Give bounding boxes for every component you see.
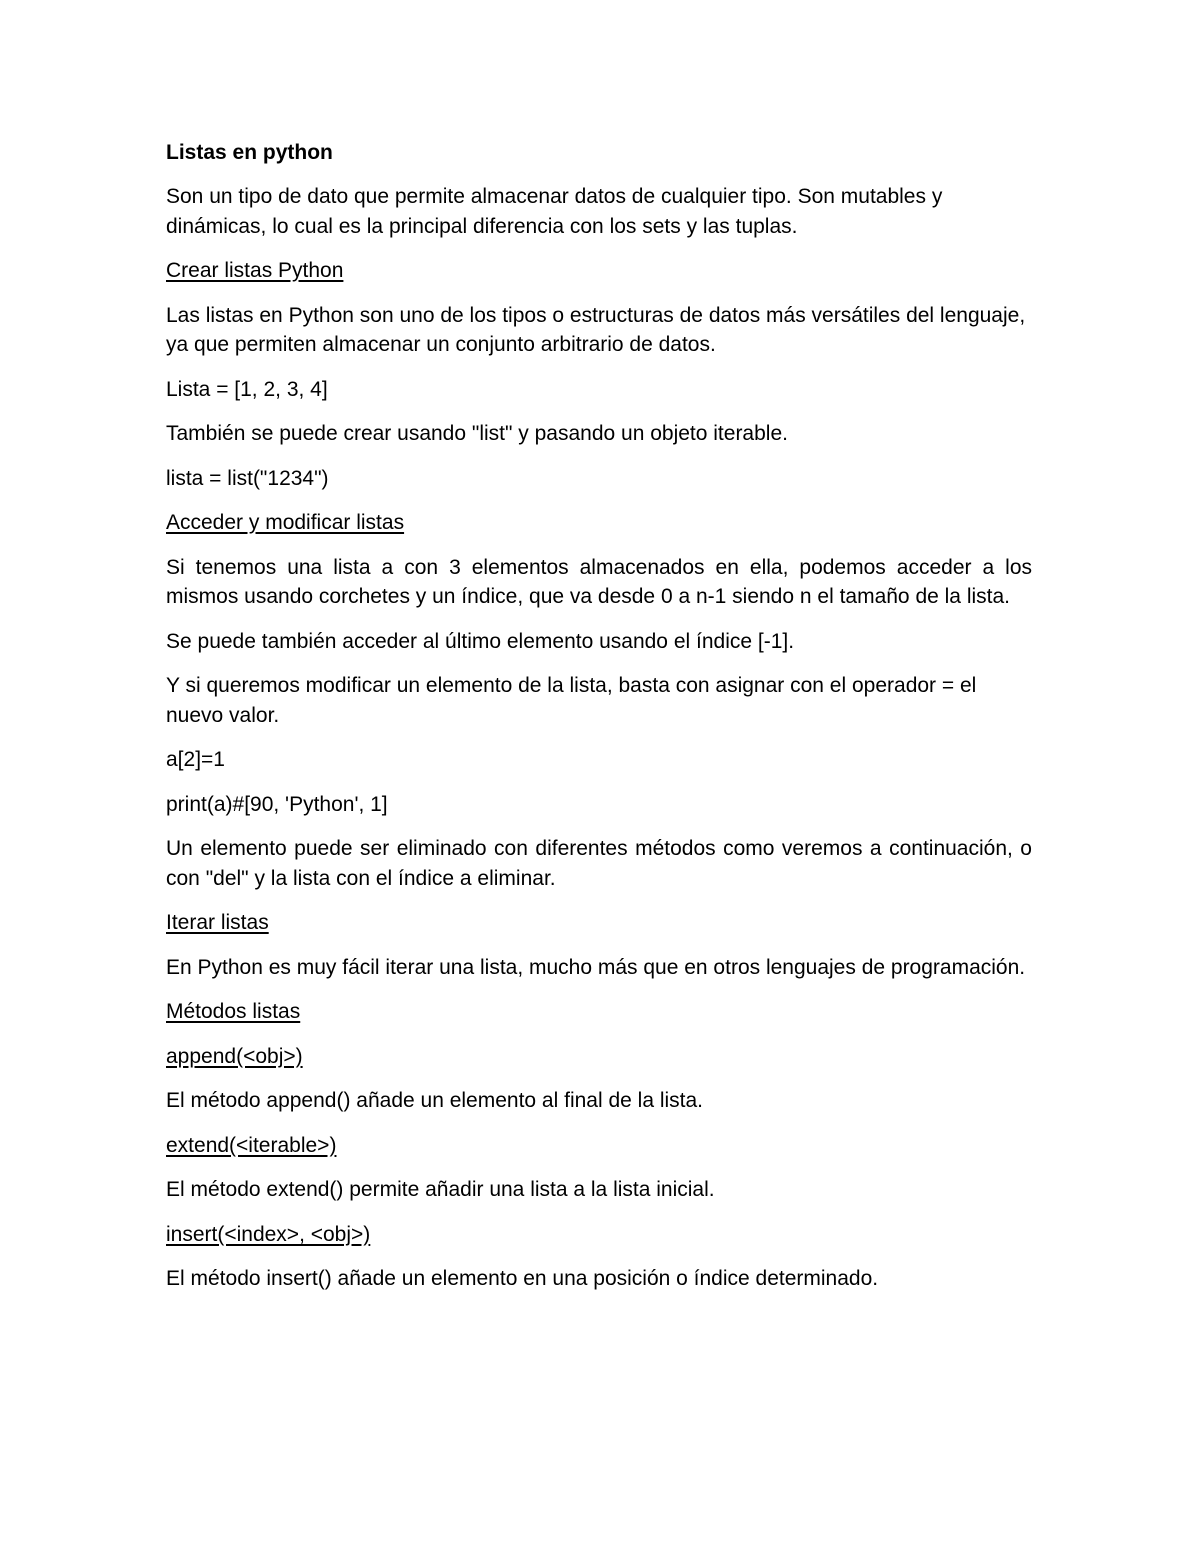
section-heading-acceder: Acceder y modificar listas: [166, 511, 405, 534]
modify-paragraph: Y si queremos modificar un elemento de la lista, basta con asignar con el operador = el nuevo valor.: [166, 674, 977, 727]
insert-paragraph: El método insert() añade un elemento en una posición o índice determinado.: [166, 1267, 879, 1290]
section-heading-metodos: Métodos listas: [166, 1000, 301, 1023]
code-example-assign: a[2]=1: [166, 748, 225, 771]
method-heading-append: append(<obj>): [166, 1044, 303, 1068]
delete-paragraph: Un elemento puede ser eliminado con diferentes métodos como veremos a continuación, o con "del" y la lista con el índice a eliminar.: [166, 837, 1032, 890]
section-heading-iterar: Iterar listas: [166, 911, 269, 934]
code-example-lista: Lista = [1, 2, 3, 4]: [166, 377, 328, 401]
document-title: Listas en python: [166, 141, 333, 164]
crear-listas-paragraph: Las listas en Python son uno de los tipos o estructuras de datos más versátiles del lenguaje, ya que permiten almacenar un conjunto arbitrario de datos.: [166, 303, 1026, 356]
iterar-paragraph: En Python es muy fácil iterar una lista, mucho más que en otros lenguajes de programación.: [166, 955, 1026, 979]
acceder-paragraph: Si tenemos una lista a con 3 elementos almacenados en ella, podemos acceder a los mismos usando corchetes y un índice, que va desde 0 a n-1 siendo n el tamaño de la lista.: [166, 555, 1032, 608]
code-example-list-constructor: lista = list("1234"): [166, 466, 329, 490]
append-paragraph: El método append() añade un elemento al final de la lista.: [166, 1089, 704, 1112]
extend-paragraph: El método extend() permite añadir una lista a la lista inicial.: [166, 1178, 715, 1201]
method-heading-extend: extend(<iterable>): [166, 1133, 337, 1157]
last-element-paragraph: Se puede también acceder al último elemento usando el índice [-1].: [166, 629, 795, 653]
list-constructor-paragraph: También se puede crear usando "list" y pasando un objeto iterable.: [166, 422, 788, 445]
intro-paragraph: Son un tipo de dato que permite almacenar datos de cualquier tipo. Son mutables y dinámicas, lo cual es la principal diferencia con los sets y las tuplas.: [166, 185, 943, 238]
section-heading-crear-listas: Crear listas Python: [166, 259, 344, 282]
method-heading-insert: insert(<index>, <obj>): [166, 1222, 371, 1246]
code-example-print: print(a)#[90, 'Python', 1]: [166, 792, 388, 816]
